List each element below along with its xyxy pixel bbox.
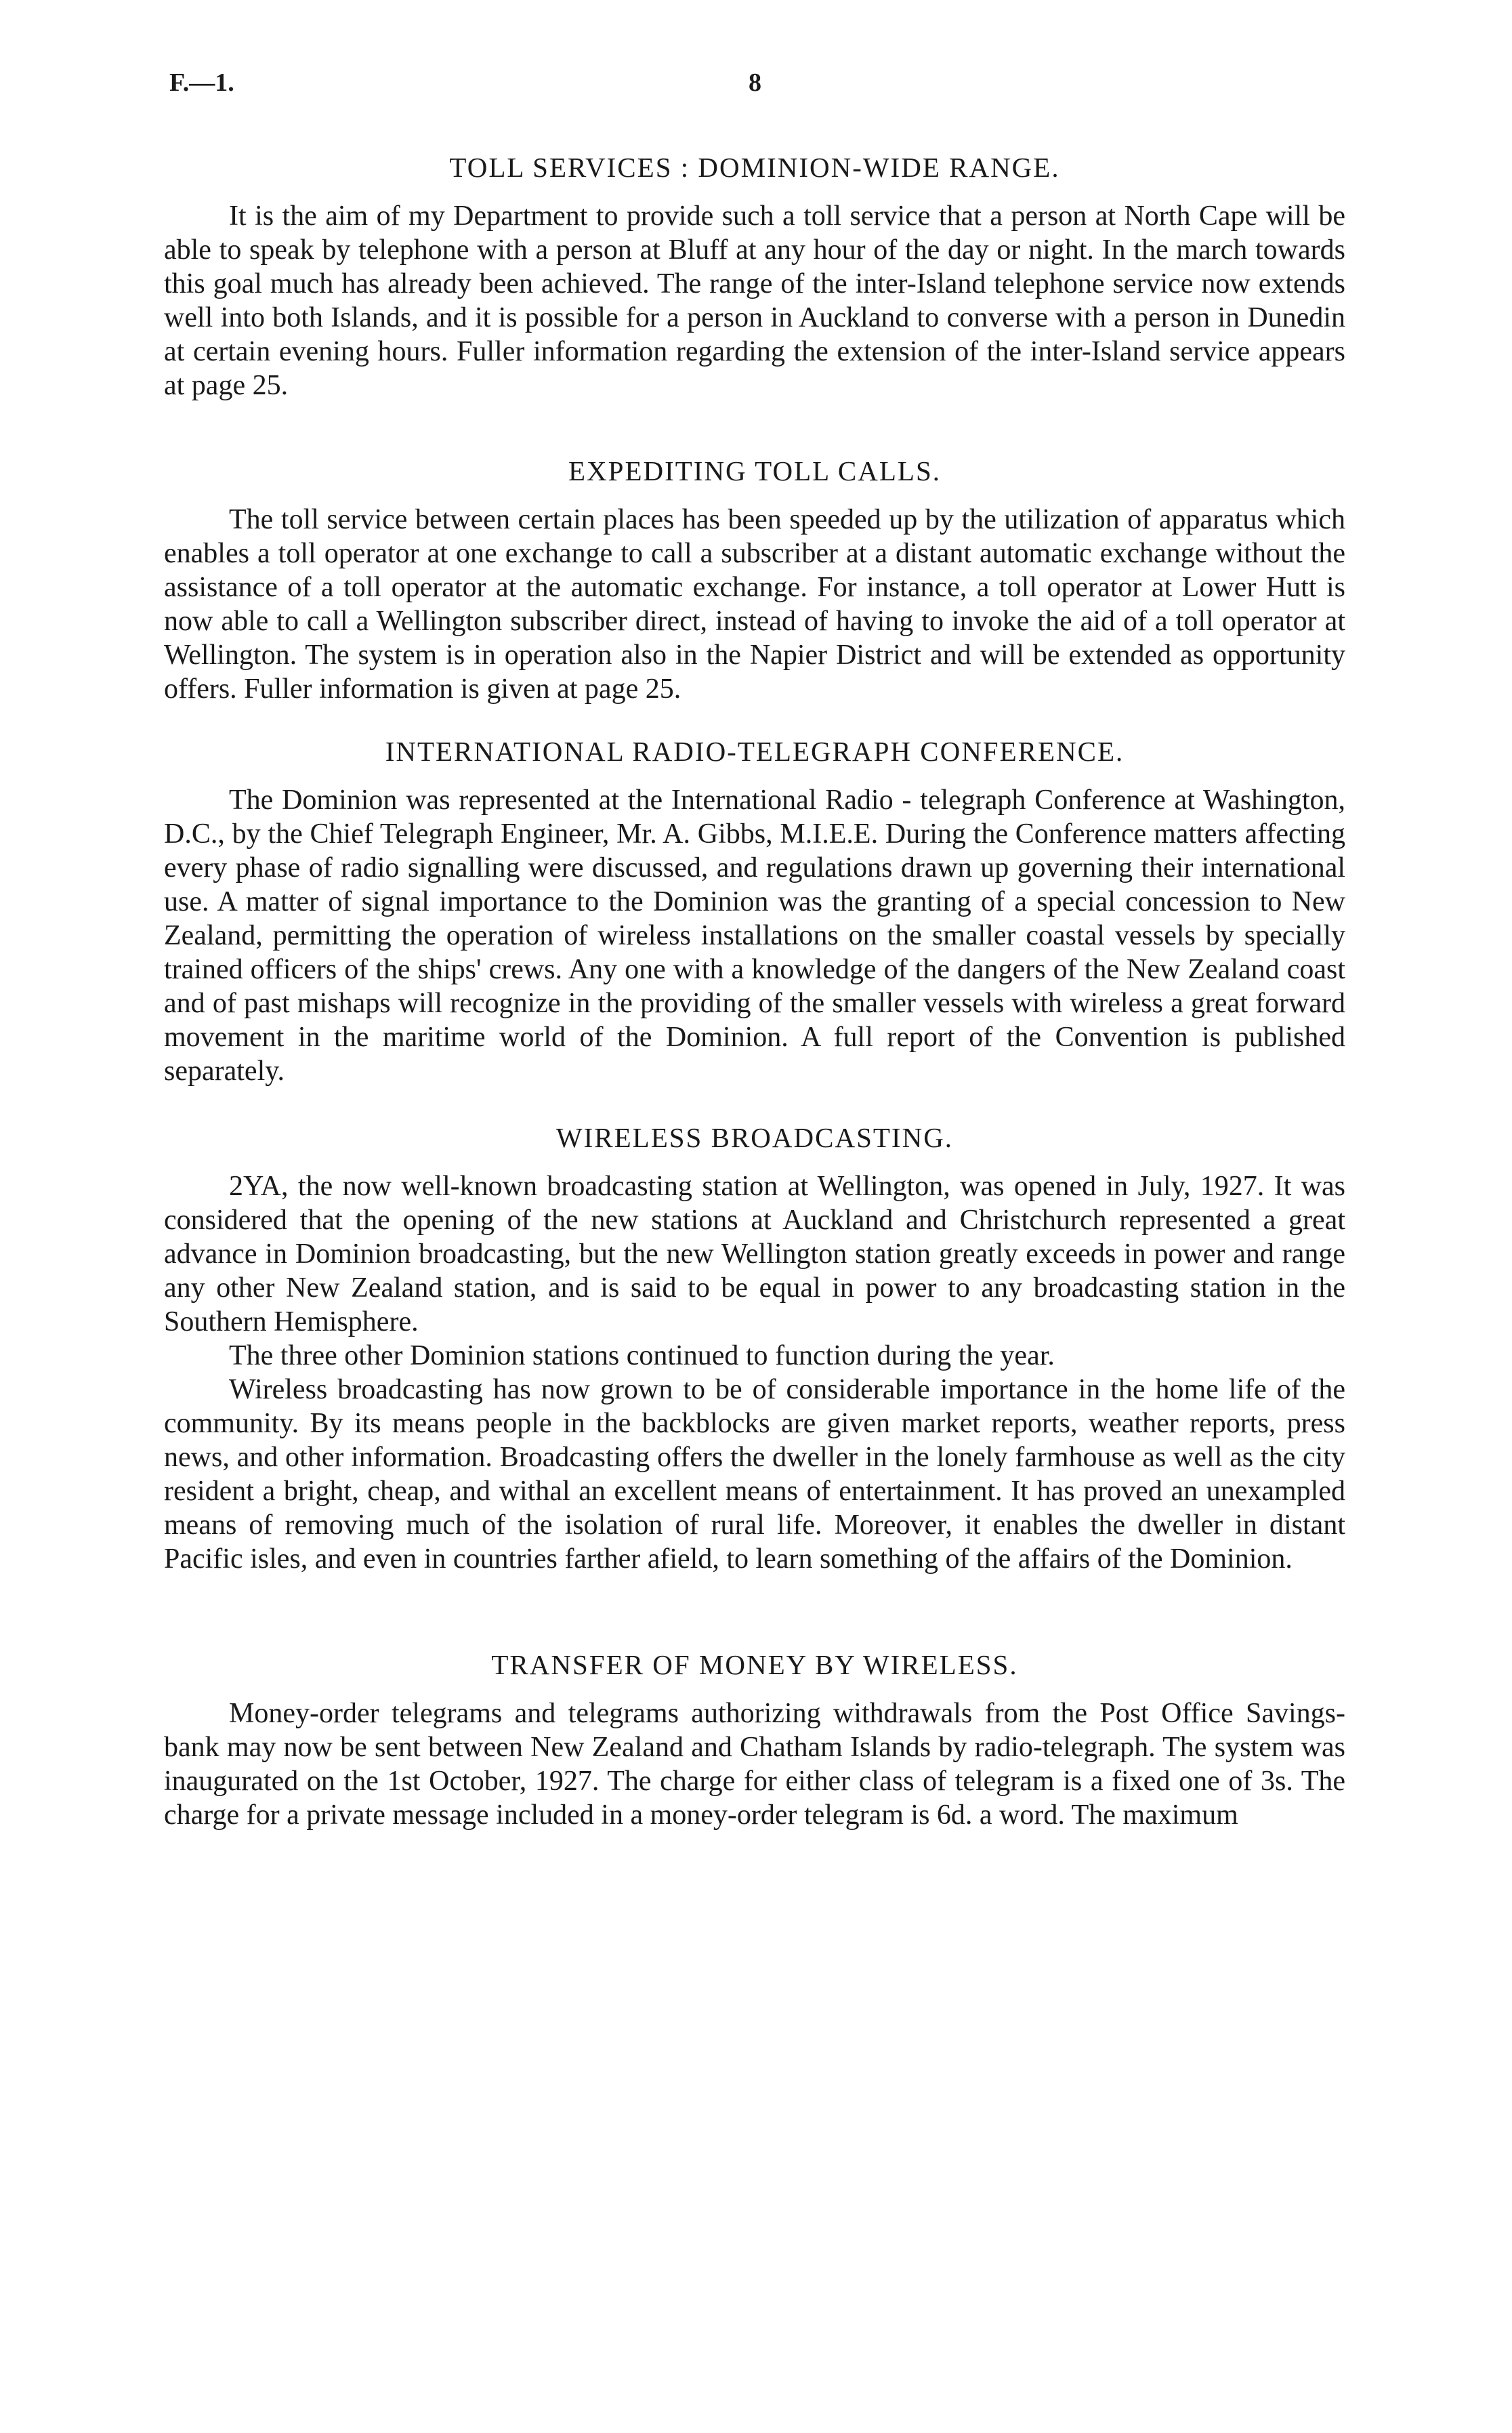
section-expediting-toll-calls [164, 454, 1345, 706]
paragraph: The Dominion was represented at the International Radio - telegraph Conference at Washington, D.C., by the Chief Telegraph Engineer, Mr. A. Gibbs, M.I.E.E. During the Conference matters affecting every phase of radio signalling were discussed, and regulations drawn up governing their international use. A matter of signal importance to the Dominion was the granting of a special concession to New Zealand, permitting the operation of wireless installations on the smaller coastal vessels by specially trained officers of the ships' crews. Any one with a knowledge of the dangers of the New Zealand coast and of past mishaps will recognize in the providing of the smaller vessels with wireless a great forward movement in the maritime world of the Dominion. A full report of the Convention is published separately. [164, 785, 1345, 1087]
page-number: 8 [749, 68, 761, 97]
section-title: TOLL SERVICES : DOMINION-WIDE RANGE. [449, 152, 1060, 183]
paragraph: 2YA, the now well-known broadcasting station at Wellington, was opened in July, 1927. It was considered that the opening of the new stations at Auckland and Christchurch represented a great advance in Dominion broadcasting, but the new Wellington station greatly exceeds in power and range any other New Zealand station, and is said to be equal in power to any broadcasting station in the Southern Hemisphere. [164, 1171, 1345, 1337]
section-title: EXPEDITING TOLL CALLS. [568, 455, 941, 486]
spacer [164, 706, 1345, 734]
section-title: WIRELESS BROADCASTING. [555, 1122, 954, 1153]
spacer [164, 1088, 1345, 1121]
paragraph: Wireless broadcasting has now grown to be of considerable importance in the home life of the community. By its means people in the backblocks are given market reports, weather reports, press news, and other information. Broadcasting offers the dweller in the lonely farmhouse as well as the city resident a bright, cheap, and withal an excellent means of entertainment. It has proved an unexampled means of removing much of the isolation of rural life. Moreover, it enables the dweller in distant Pacific isles, and even in countries farther afield, to learn something of the affairs of the Dominion. [164, 1374, 1345, 1575]
section-title: TRANSFER OF MONEY BY WIRELESS. [491, 1649, 1018, 1680]
section-transfer-of-money [164, 1648, 1345, 1832]
paragraph: It is the aim of my Department to provide such a toll service that a person at North Cape will be able to speak by telephone with a person at Bluff at any hour of the day or night. In the march towards this goal much has already been achieved. The range of the inter-Island telephone service now extends well into both Islands, and it is possible for a person in Auckland to converse with a person in Dunedin at certain evening hours. Fuller information regarding the extension of the inter-Island service appears at page 25. [164, 201, 1345, 401]
section-radio-telegraph-conference [164, 734, 1345, 1088]
spacer [164, 1576, 1345, 1648]
page-header [169, 68, 1348, 108]
section-toll-services [164, 150, 1345, 402]
paragraph: Money-order telegrams and telegrams authorizing withdrawals from the Post Office Savings-bank may now be sent between New Zealand and Chatham Islands by radio-telegraph. The system was inaugurated on the 1st October, 1927. The charge for either class of telegram is a fixed one of 3s. The charge for a private message included in a money-order telegram is 6d. a word. The maximum [164, 1698, 1345, 1831]
paragraph: The toll service between certain places has been speeded up by the utilization of apparatus which enables a toll operator at one exchange to call a subscriber at a distant automatic exchange without the assistance of a toll operator at the automatic exchange. For instance, a toll operator at Lower Hutt is now able to call a Wellington subscriber direct, instead of having to invoke the aid of a toll operator at Wellington. The system is in operation also in the Napier District and will be extended as opportunity offers. Fuller information is given at page 25. [164, 504, 1345, 705]
section-title: INTERNATIONAL RADIO-TELEGRAPH CONFERENCE. [385, 736, 1125, 767]
spacer [164, 402, 1345, 454]
page-body [164, 150, 1345, 1832]
section-wireless-broadcasting [164, 1121, 1345, 1576]
document-reference: F.—1. [169, 68, 234, 97]
paragraph: The three other Dominion stations continued to function during the year. [229, 1340, 1055, 1371]
